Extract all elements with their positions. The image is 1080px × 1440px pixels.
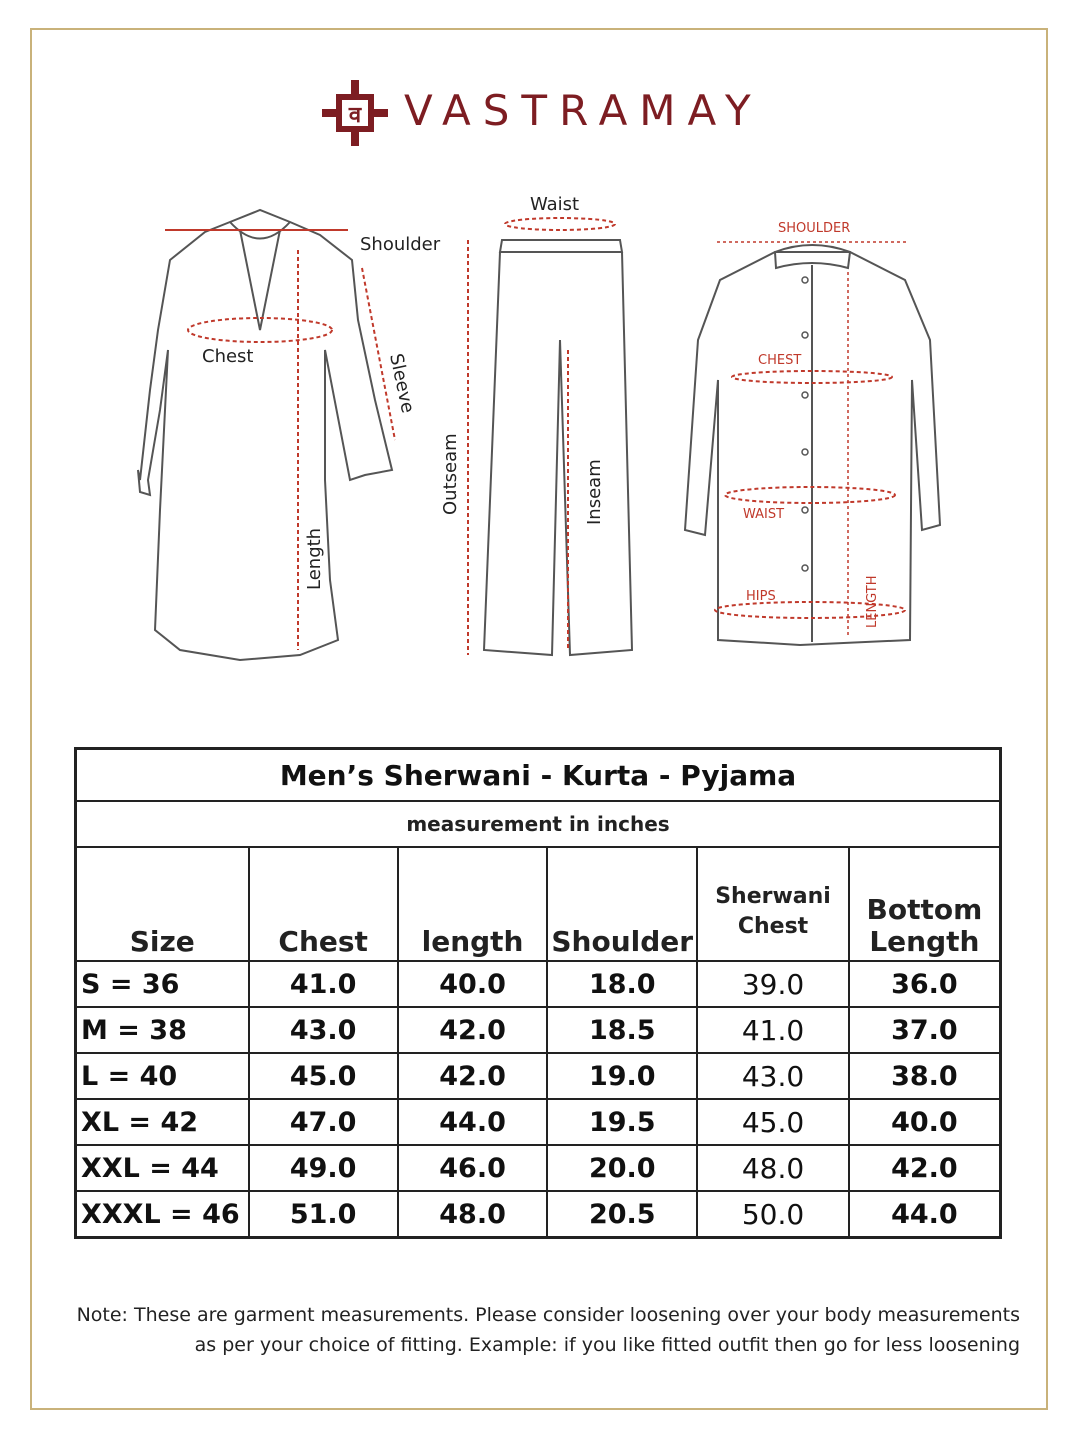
cell-bottom-length: 38.0 — [849, 1053, 1001, 1099]
brand-name: VASTRAMAY — [404, 86, 763, 135]
fitting-note-line1: Note: These are garment measurements. Please consider loosening over your body measurements — [76, 1304, 1020, 1326]
kurta-chest-label: Chest — [202, 346, 254, 367]
header-sherwani-chest-line2: Chest — [737, 914, 809, 939]
cell-chest: 51.0 — [249, 1191, 398, 1238]
cell-sherwani-chest: 39.0 — [697, 961, 849, 1007]
header-sherwani-chest — [697, 847, 849, 961]
header-bottom-length-line2: Length — [869, 925, 980, 958]
cell-length: 44.0 — [398, 1099, 547, 1145]
sherwani-waist-line — [725, 487, 895, 503]
cell-chest: 43.0 — [249, 1007, 398, 1053]
sherwani-waist-label: WAIST — [743, 507, 785, 522]
cell-shoulder: 20.5 — [547, 1191, 697, 1238]
cell-bottom-length: 36.0 — [849, 961, 1001, 1007]
cell-size: XXXL = 46 — [76, 1191, 249, 1238]
header-bottom-length-line1: Bottom — [866, 893, 983, 926]
kurta-shoulder-label: Shoulder — [360, 234, 441, 255]
cell-bottom-length: 42.0 — [849, 1145, 1001, 1191]
sherwani-chest-label: CHEST — [758, 353, 802, 368]
cell-size: L = 40 — [76, 1053, 249, 1099]
brand-mark-letter: व — [348, 103, 362, 128]
cell-length: 42.0 — [398, 1007, 547, 1053]
sherwani-illustration — [685, 245, 940, 645]
brand-logo — [322, 80, 762, 146]
cell-shoulder: 20.0 — [547, 1145, 697, 1191]
header-length: length — [398, 847, 547, 961]
size-chart-table — [74, 747, 1002, 1239]
header-chest: Chest — [249, 847, 398, 961]
kurta-sleeve-label: Sleeve — [385, 351, 419, 416]
kurta-length-label: Length — [304, 527, 325, 590]
cell-sherwani-chest: 48.0 — [697, 1145, 849, 1191]
header-sherwani-chest-line1: Sherwani — [715, 884, 831, 909]
cell-sherwani-chest: 43.0 — [697, 1053, 849, 1099]
table-header-row — [76, 847, 1001, 961]
cell-length: 42.0 — [398, 1053, 547, 1099]
table-row — [76, 1191, 1001, 1238]
cell-bottom-length: 44.0 — [849, 1191, 1001, 1238]
pyjama-illustration — [484, 240, 632, 655]
cell-size: S = 36 — [76, 961, 249, 1007]
cell-length: 40.0 — [398, 961, 547, 1007]
cell-bottom-length: 37.0 — [849, 1007, 1001, 1053]
table-row — [76, 961, 1001, 1007]
fitting-note-line2: as per your choice of fitting. Example: if you like fitted outfit then go for less loosening — [194, 1334, 1020, 1356]
cell-size: XXL = 44 — [76, 1145, 249, 1191]
cell-length: 46.0 — [398, 1145, 547, 1191]
cell-chest: 49.0 — [249, 1145, 398, 1191]
pyjama-waist-label: Waist — [530, 194, 580, 215]
table-row — [76, 1007, 1001, 1053]
cell-shoulder: 19.0 — [547, 1053, 697, 1099]
header-shoulder: Shoulder — [547, 847, 697, 961]
cell-shoulder: 18.5 — [547, 1007, 697, 1053]
garment-diagrams — [120, 180, 960, 680]
cell-chest: 41.0 — [249, 961, 398, 1007]
header-size: Size — [76, 847, 249, 961]
brand-mark-icon — [322, 80, 388, 146]
cell-bottom-length: 40.0 — [849, 1099, 1001, 1145]
measurement-illustrations — [120, 180, 960, 680]
sherwani-shoulder-label: SHOULDER — [778, 221, 851, 236]
pyjama-inseam-label: Inseam — [584, 459, 605, 525]
sherwani-buttons — [802, 277, 808, 571]
table-title: Men’s Sherwani - Kurta - Pyjama — [76, 749, 1001, 802]
cell-sherwani-chest: 50.0 — [697, 1191, 849, 1238]
cell-shoulder: 18.0 — [547, 961, 697, 1007]
table-row — [76, 1099, 1001, 1145]
table-row — [76, 1053, 1001, 1099]
fitting-note — [40, 1300, 1020, 1360]
table-row — [76, 1145, 1001, 1191]
sherwani-hips-label: HIPS — [746, 589, 776, 604]
cell-size: M = 38 — [76, 1007, 249, 1053]
cell-size: XL = 42 — [76, 1099, 249, 1145]
table-subtitle: measurement in inches — [76, 801, 1001, 847]
cell-chest: 45.0 — [249, 1053, 398, 1099]
kurta-illustration — [138, 210, 392, 660]
pyjama-outseam-label: Outseam — [440, 433, 461, 515]
header-bottom-length — [849, 847, 1001, 961]
pyjama-waist-line — [505, 218, 615, 230]
cell-chest: 47.0 — [249, 1099, 398, 1145]
sherwani-length-label: LENGTH — [865, 575, 880, 628]
cell-sherwani-chest: 45.0 — [697, 1099, 849, 1145]
cell-sherwani-chest: 41.0 — [697, 1007, 849, 1053]
cell-length: 48.0 — [398, 1191, 547, 1238]
cell-shoulder: 19.5 — [547, 1099, 697, 1145]
